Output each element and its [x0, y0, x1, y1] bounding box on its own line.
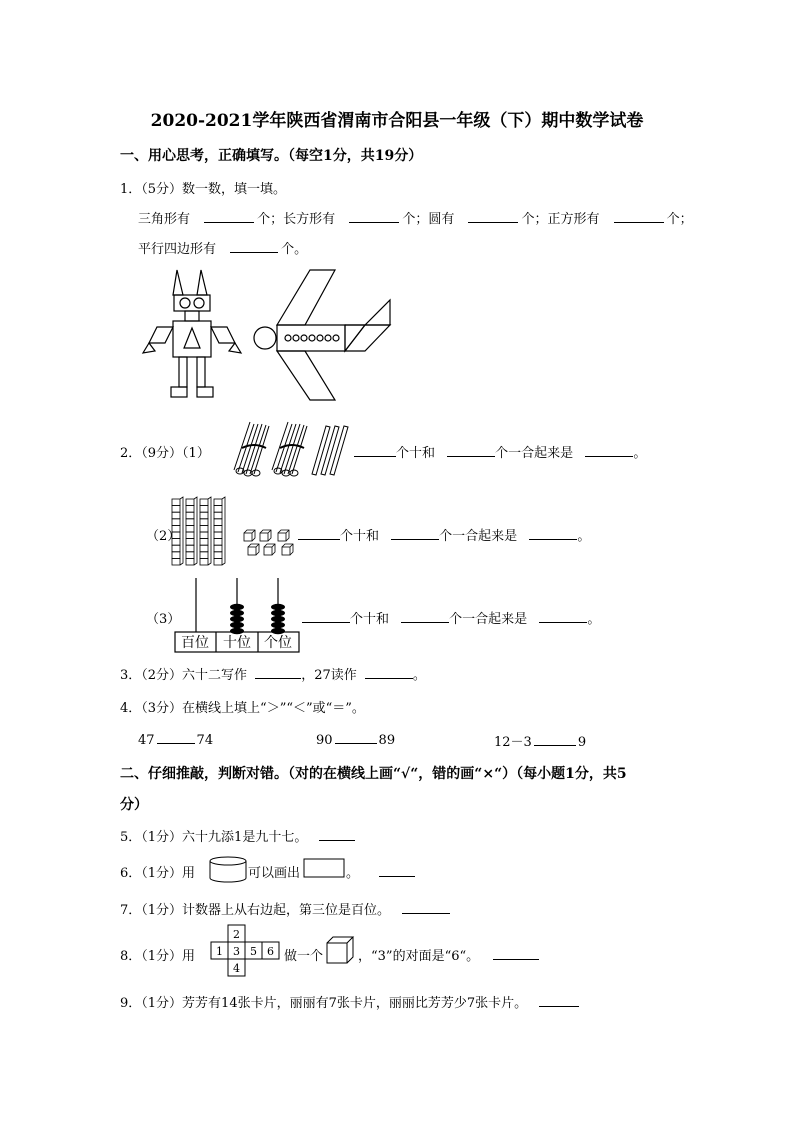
net-face-label: 2 [233, 928, 240, 941]
unit-cube [282, 544, 293, 555]
question-1-line-1 [138, 208, 693, 227]
answer-blank-compare[interactable] [335, 731, 377, 744]
label-ones-total: 个一合起来是 [449, 612, 528, 627]
net-face-label: 6 [267, 945, 274, 958]
comparison-left: 47 [138, 733, 155, 748]
section-1-heading: 一、用心思考，正确填写。（每空1分，共19分） [120, 148, 423, 164]
question-6-text-c: 。 [346, 866, 360, 881]
label-end-2: 个。 [281, 242, 308, 257]
question-6-text-a: 6．（1分）用 [120, 866, 196, 881]
cube-net-figure [210, 924, 282, 978]
robot-hand-left [143, 343, 155, 353]
label-tens: 个十和 [350, 612, 390, 627]
net-face-label: 5 [250, 945, 257, 958]
unit-cube [264, 544, 275, 555]
robot-arm-right [211, 327, 235, 343]
robot-eye-right [194, 298, 204, 308]
robot-ear-right [197, 270, 207, 295]
label-triangles: 三角形有 [138, 212, 191, 227]
question-5 [120, 826, 355, 845]
plane-window [317, 335, 323, 341]
abacus-bead [230, 622, 244, 628]
question-6-end [346, 862, 415, 881]
abacus-bead [271, 616, 285, 622]
label-tens: 个十和 [340, 529, 380, 544]
question-7-text: 7．（1分）计数器上从右边起，第三位是百位。 [120, 903, 391, 918]
comparison-item-2 [316, 731, 395, 748]
cube-icon [326, 936, 354, 966]
question-8-text-c: ，“3”的对面是“6“。 [358, 949, 480, 964]
robot-eye-left [180, 298, 190, 308]
robot-head [174, 295, 210, 311]
question-8-end [358, 945, 539, 964]
plane-window [285, 335, 291, 341]
unit-cube [248, 544, 259, 555]
label-parallelograms: 平行四边形有 [138, 242, 217, 257]
abacus-bead [230, 610, 244, 616]
rectangle-icon [303, 858, 345, 878]
plane-wing-top [277, 270, 335, 325]
answer-blank-ones[interactable] [447, 444, 495, 457]
question-8-text-a: 8．（1分）用 [120, 949, 196, 964]
answer-blank-ones[interactable] [401, 610, 449, 623]
answer-blank-circles[interactable] [468, 210, 518, 223]
comparison-right: 74 [196, 733, 214, 748]
unit-cube [278, 530, 289, 541]
abacus-bead [271, 610, 285, 616]
answer-blank-total[interactable] [585, 444, 633, 457]
abacus-bead [271, 628, 285, 634]
label-end: 。 [587, 612, 601, 627]
answer-blank-judge[interactable] [493, 947, 539, 960]
question-1-stem: 1．（5分）数一数，填一填。 [120, 182, 287, 197]
comparison-right: 89 [378, 733, 396, 748]
answer-blank-total[interactable] [539, 610, 587, 623]
ten-rod [200, 497, 211, 565]
unit-cube [260, 530, 271, 541]
question-6-text-b: 可以画出 [248, 866, 301, 881]
robot-hand-right [229, 343, 241, 353]
answer-blank-judge[interactable] [402, 901, 450, 914]
base-ten-blocks-figure [170, 497, 300, 569]
ten-rod [186, 497, 197, 565]
robot-arm-left [149, 327, 173, 343]
answer-blank-compare[interactable] [534, 733, 576, 746]
answer-blank-judge[interactable] [319, 828, 355, 841]
answer-blank-ones[interactable] [391, 527, 439, 540]
abacus-bead [230, 604, 244, 610]
comparison-left: 12－3 [494, 735, 532, 750]
question-8-text-b: 做一个 [284, 949, 324, 964]
net-face-label: 1 [216, 945, 223, 958]
stick-bundle-2 [272, 422, 307, 476]
robot-foot-right [197, 387, 213, 397]
question-6 [120, 862, 195, 881]
question-3 [120, 664, 426, 683]
tens-beads [230, 604, 244, 634]
robot-leg-left [179, 357, 187, 387]
plane-window [333, 335, 339, 341]
label-rectangles: 个；长方形有 [257, 212, 336, 227]
question-1-line-2 [138, 238, 307, 257]
plane-body [277, 325, 345, 351]
abacus-bead [230, 616, 244, 622]
question-7 [120, 899, 450, 918]
question-2-part-2-label: （2） [146, 529, 181, 544]
robot-triangle [184, 328, 200, 348]
robot-foot-left [171, 387, 187, 397]
plane-wing-bottom [277, 351, 335, 400]
question-2-3-answer-line [302, 608, 600, 627]
label-ones-total: 个一合起来是 [439, 529, 518, 544]
airplane-figure [254, 270, 390, 400]
abacus-label-ones: 个位 [264, 635, 292, 651]
question-2-2-answer-line [298, 525, 590, 544]
answer-blank-judge[interactable] [379, 864, 415, 877]
abacus-label-tens: 十位 [223, 635, 251, 651]
robot-ear-left [173, 270, 183, 295]
label-tens: 个十和 [396, 446, 436, 461]
question-9 [120, 992, 579, 1011]
question-3-text-a: 3．（2分）六十二写作 [120, 668, 248, 683]
plane-tail-parallelogram [345, 325, 390, 351]
ten-rod [214, 497, 225, 565]
answer-blank-judge[interactable] [539, 994, 579, 1007]
abacus-label-hundreds: 百位 [181, 635, 209, 651]
question-2-stem: 2．（9分）（1） [120, 446, 210, 461]
answer-blank-total[interactable] [529, 527, 577, 540]
answer-blank-read[interactable] [365, 666, 413, 679]
answer-blank-squares[interactable] [614, 210, 664, 223]
robot-leg-right [197, 357, 205, 387]
comparison-item-3 [494, 731, 586, 750]
answer-blank-parallelograms[interactable] [230, 240, 278, 253]
plane-nose-circle [254, 327, 276, 349]
label-squares: 个；正方形有 [521, 212, 600, 227]
net-face-label: 4 [233, 962, 240, 975]
plane-window [293, 335, 299, 341]
sticks-bundle-figure [228, 418, 353, 480]
label-end: 。 [633, 446, 647, 461]
question-3-text-c: 。 [412, 668, 426, 683]
answer-blank-triangles[interactable] [204, 210, 254, 223]
label-end: 。 [577, 529, 591, 544]
plane-window [325, 335, 331, 341]
label-circles: 个；圆有 [402, 212, 455, 227]
net-face-label: 3 [233, 945, 240, 958]
plane-tail-top [345, 300, 390, 325]
ones-beads [271, 604, 285, 634]
answer-blank-compare[interactable] [157, 731, 195, 744]
label-end: 个； [666, 212, 693, 227]
abacus-bead [271, 622, 285, 628]
answer-blank-tens[interactable] [298, 527, 340, 540]
unit-cube [244, 530, 255, 541]
robot-neck [185, 311, 199, 321]
section-2-heading: 二、仔细推敲，判断对错。（对的在横线上画“√“，错的画“×“）（每小题1分，共5 [120, 766, 627, 782]
abacus-bead [230, 628, 244, 634]
answer-blank-write[interactable] [255, 666, 301, 679]
question-3-text-b: ，27读作 [301, 668, 357, 683]
comparison-right: 9 [577, 735, 587, 750]
robot-figure [143, 270, 241, 397]
label-ones-total: 个一合起来是 [495, 446, 574, 461]
answer-blank-rectangles[interactable] [349, 210, 399, 223]
question-5-text: 5．（1分）六十九添1是九十七。 [120, 830, 308, 845]
cylinder-icon [208, 856, 248, 884]
comparison-item-1 [138, 731, 213, 748]
stick-bundle-1 [234, 422, 269, 476]
answer-blank-tens[interactable] [302, 610, 350, 623]
page-title: 2020-2021学年陕西省渭南市合阳县一年级（下）期中数学试卷 [150, 111, 644, 131]
abacus-bead [271, 604, 285, 610]
abacus-figure [174, 576, 300, 654]
plane-window [301, 335, 307, 341]
shapes-figure [135, 265, 395, 405]
plane-window [309, 335, 315, 341]
question-2-part-3-label: （3） [146, 612, 181, 627]
ten-rod [172, 497, 183, 565]
question-2-1-answer-line [354, 442, 646, 461]
comparison-left: 90 [316, 733, 333, 748]
question-4-stem: 4．（3分）在横线上填上“＞”“＜”或“＝”。 [120, 701, 365, 716]
section-2-heading-continued: 分） [120, 797, 148, 813]
question-9-text: 9．（1分）芳芳有14张卡片，丽丽有7张卡片，丽丽比芳芳少7张卡片。 [120, 996, 528, 1011]
answer-blank-tens[interactable] [354, 444, 396, 457]
